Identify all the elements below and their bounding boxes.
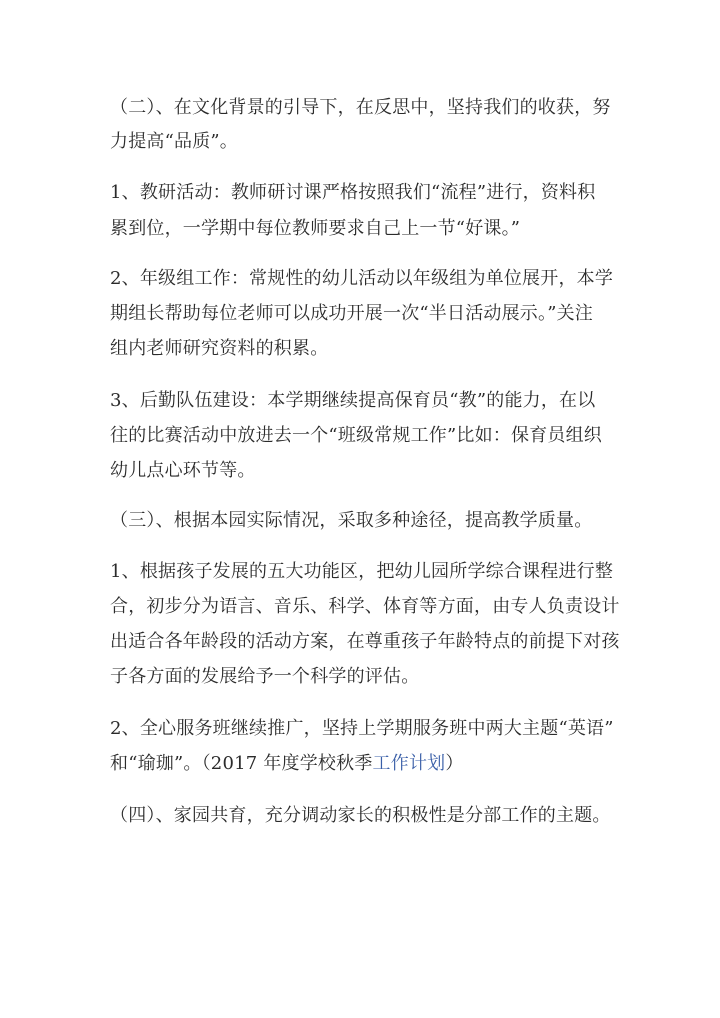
text-line: 幼儿点心环节等。: [110, 460, 256, 481]
work-plan-link[interactable]: 工作计划: [372, 753, 446, 774]
text-line: （二）、在文化背景的引导下，在反思中，坚持我们的收获，努: [110, 97, 611, 118]
text-line: 力提高“品质”。: [110, 131, 239, 152]
text-line: （三）、根据本园实际情况，采取多种途径，提高教学质量。: [110, 510, 593, 531]
text-line: 3、后勤队伍建设：本学期继续提高保育员“教”的能力，在以: [110, 390, 596, 411]
text-line: 累到位，一学期中每位教师要求自己上一节“好课。”: [110, 218, 521, 239]
text-line: （四）、家园共育，充分调动家长的积极性是分部工作的主题。: [110, 805, 611, 826]
text-line: 组内老师研究资料的积累。: [110, 338, 329, 359]
text-line: 2、年级组工作：常规性的幼儿活动以年级组为单位展开，本学: [110, 268, 614, 289]
text-line-with-link: [110, 753, 720, 775]
text-line: 出适合各年龄段的活动方案，在尊重孩子年龄特点的前提下对孩: [110, 631, 620, 652]
text-line-suffix: ）: [445, 753, 464, 774]
text-line: 往的比赛活动中放进去一个“班级常规工作”比如：保育员组织: [110, 425, 603, 446]
text-line: 1、教研活动：教师研讨课严格按照我们“流程”进行，资料积: [110, 182, 596, 203]
text-line: 1、根据孩子发展的五大功能区，把幼儿园所学综合课程进行整: [110, 561, 614, 582]
text-line-prefix: 和“瑜珈”。（2017 年度学校秋季: [110, 753, 373, 774]
text-line: 期组长帮助每位老师可以成功开展一次“半日活动展示。”关注: [110, 303, 594, 324]
text-line: 子各方面的发展给予一个科学的评估。: [110, 666, 420, 687]
text-line: 合，初步分为语言、音乐、科学、体育等方面，由专人负责设计: [110, 596, 620, 617]
text-line: 2、全心服务班继续推广，坚持上学期服务班中两大主题“英语”: [110, 718, 614, 739]
